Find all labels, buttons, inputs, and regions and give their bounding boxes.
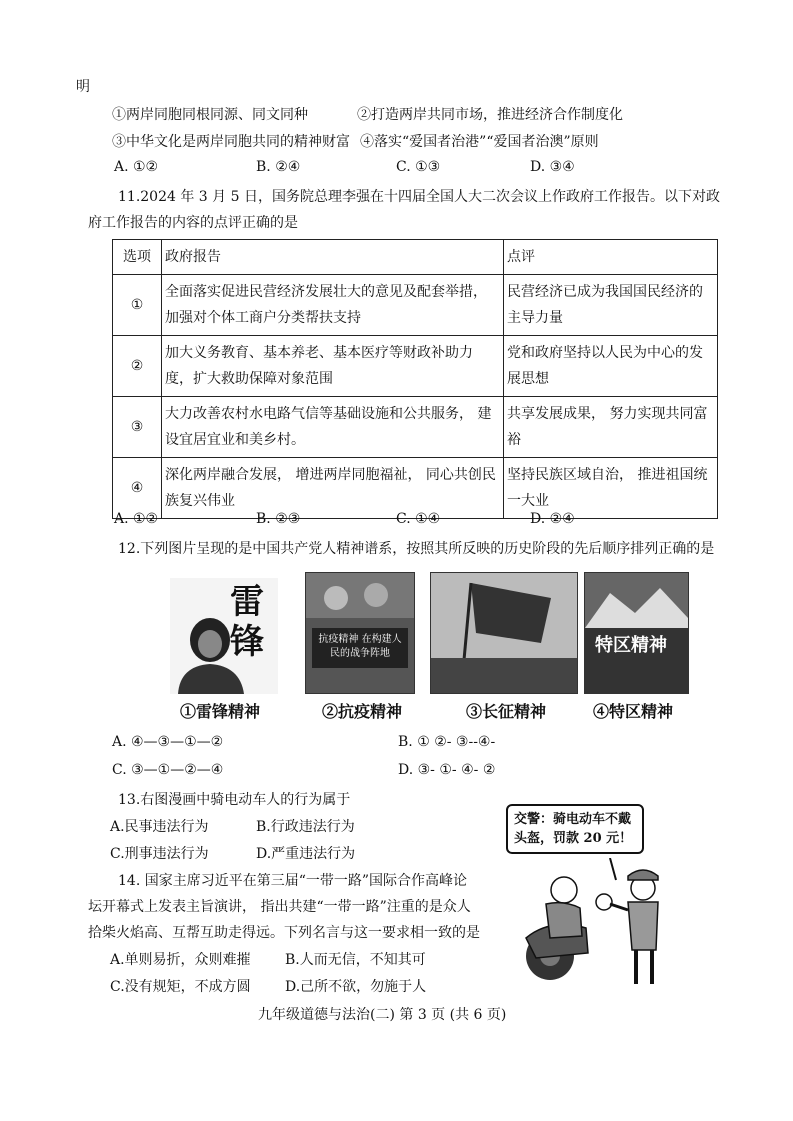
q12-choice-a: A. ④—③—①—② (112, 734, 224, 750)
q10-choice-c: C. ①③ (396, 159, 441, 175)
q14-choice-d: D.己所不欲，勿施于人 (285, 979, 427, 995)
q10-choice-d: D. ③④ (530, 159, 575, 175)
image-caption-4: ④特区精神 (593, 702, 674, 721)
table-cell: 共享发展成果， 努力实现共同富裕 (504, 397, 718, 458)
q11-choice-a: A. ①② (114, 511, 159, 527)
q11-choice-d: D. ②④ (530, 511, 575, 527)
table-row (113, 275, 718, 336)
q13-choice-a: A.民事违法行为 (110, 819, 209, 835)
table-cell: 民营经济已成为我国国民经济的主导力量 (504, 275, 718, 336)
sez-title: 特区精神 (595, 635, 667, 656)
image-caption-3: ③长征精神 (466, 702, 547, 721)
table-row (113, 397, 718, 458)
q11-stem-line1: 11.2024 年 3 月 5 日，国务院总理李强在十四届全国人大二次会议上作政府工作报告。以下对政 (118, 189, 720, 205)
anti-epidemic-poster (305, 572, 415, 694)
q10-option-2: ②打造两岸共同市场，推进经济合作制度化 (357, 107, 623, 123)
q10-option-4: ④落实“爱国者治港”“爱国者治澳”原则 (360, 134, 599, 150)
q14-stem-line1: 14. 国家主席习近平在第三届“一带一路”国际合作高峰论 (118, 873, 468, 889)
table-header-row (113, 240, 718, 275)
image-caption-1: ①雷锋精神 (180, 702, 261, 721)
table-header-cell: 点评 (504, 240, 718, 275)
leifeng-title: 雷锋 (230, 582, 264, 662)
anti-epidemic-text: 抗疫精神 在构建人民的战争阵地 (318, 634, 402, 659)
table-cell: ② (113, 336, 162, 397)
q12-choice-d: D. ③- ①- ④- ② (398, 762, 496, 778)
table-header-cell: 政府报告 (162, 240, 504, 275)
table-cell: ③ (113, 397, 162, 458)
q14-choice-a: A.单则易折，众则难摧 (110, 952, 251, 968)
table-cell: 党和政府坚持以人民为中心的发展思想 (504, 336, 718, 397)
q11-choice-c: C. ①④ (396, 511, 441, 527)
q11-choice-b: B. ②③ (256, 511, 301, 527)
table-cell: 大力改善农村水电路气信等基础设施和公共服务， 建设宜居宜业和美乡村。 (162, 397, 504, 458)
q14-choice-b: B.人而无信，不知其可 (285, 952, 426, 968)
table-header-cell: 选项 (113, 240, 162, 275)
table-cell: ④ (113, 458, 162, 519)
q10-choice-a: A. ①② (114, 159, 159, 175)
q14-choice-c: C.没有规矩，不成方圆 (110, 979, 251, 995)
leifeng-image (170, 578, 278, 694)
table-cell: ① (113, 275, 162, 336)
q11-stem-line2: 府工作报告的内容的点评正确的是 (88, 215, 298, 231)
table-cell: 深化两岸融合发展， 增进两岸同胞福祉， 同心共创民族复兴伟业 (162, 458, 504, 519)
q13-stem: 13.右图漫画中骑电动车人的行为属于 (118, 792, 351, 808)
q10-stem-tail: 明 (76, 79, 90, 95)
q10-option-1: ①两岸同胞同根同源、同文同种 (112, 107, 308, 123)
q13-choice-b: B.行政违法行为 (256, 819, 355, 835)
q10-choice-b: B. ②④ (256, 159, 301, 175)
long-march-image (430, 572, 578, 694)
q13-choice-c: C.刑事违法行为 (110, 846, 209, 862)
table-row (113, 458, 718, 519)
q12-stem: 12.下列图片呈现的是中国共产党人精神谱系，按照其所反映的历史阶段的先后顺序排列正确的是 (118, 541, 715, 557)
image-caption-2: ②抗疫精神 (322, 702, 403, 721)
q10-option-3: ③中华文化是两岸同胞共同的精神财富 (112, 134, 350, 150)
sez-poster (584, 572, 689, 694)
q11-table (112, 239, 718, 519)
page-footer: 九年级道德与法治(二) 第 3 页 (共 6 页) (258, 1007, 507, 1023)
q12-choice-c: C. ③—①—②—④ (112, 762, 224, 778)
table-cell: 坚持民族区域自治， 推进祖国统一大业 (504, 458, 718, 519)
q12-choice-b: B. ① ②- ③--④- (398, 734, 496, 750)
table-cell: 全面落实促进民营经济发展壮大的意见及配套举措，加强对个体工商户分类帮扶支持 (162, 275, 504, 336)
q13-choice-d: D.严重违法行为 (256, 846, 356, 862)
cartoon-speech-bubble: 交警：骑电动车不戴头盔，罚款 20 元！ (506, 804, 644, 854)
q14-stem-line2: 坛开幕式上发表主旨演讲， 指出共建“一带一路”注重的是众人 (88, 899, 471, 915)
table-cell: 加大义务教育、基本养老、基本医疗等财政补助力度，扩大救助保障对象范围 (162, 336, 504, 397)
q14-stem-line3: 拾柴火焰高、互帮互助走得远。下列名言与这一要求相一致的是 (88, 925, 480, 941)
traffic-cartoon (506, 858, 686, 988)
table-row (113, 336, 718, 397)
